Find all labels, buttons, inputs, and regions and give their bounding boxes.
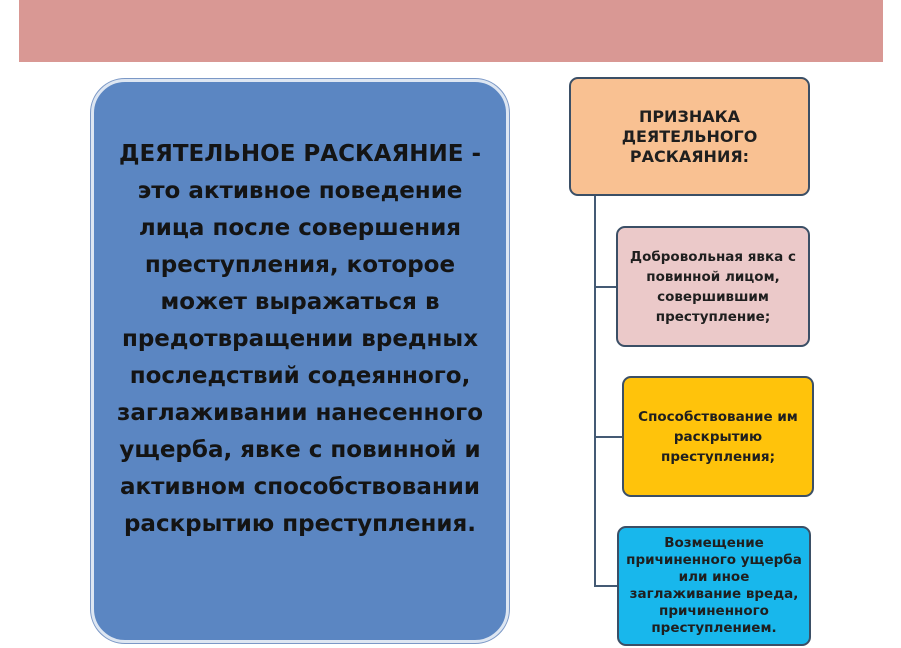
sign-node-assisting-disclosure [622, 376, 814, 497]
sign-node-voluntary-surrender [616, 226, 810, 347]
sign-node-label: Способствование им раскрытию преступления; [638, 408, 798, 465]
definition-card [91, 79, 509, 643]
definition-term: ДЕЯТЕЛЬНОЕ РАСКАЯНИЕ - [118, 140, 482, 167]
signs-header-label: ПРИЗНАКА ДЕЯТЕЛЬНОГО РАСКАЯНИЯ: [621, 106, 758, 166]
signs-header-node [569, 77, 810, 196]
top-banner [19, 0, 883, 62]
connector-branch-1 [594, 286, 616, 288]
connector-branch-2 [594, 436, 622, 438]
sign-node-label: Возмещение причиненного ущерба или иное заглаживание вреда, причиненного преступлением. [626, 535, 802, 636]
connector-branch-3 [594, 585, 617, 587]
definition-text: это активное поведение лица после совершения преступления, которое может выражаться в предотвращении вредных последствий содеянного, заглаживании нанесенного ущерба, явке с повинной и активном способствовании раскрытию преступления. [116, 177, 483, 537]
sign-node-label: Добровольная явка с повинной лицом, совершившим преступление; [630, 248, 796, 325]
sign-node-compensation [617, 526, 811, 646]
connector-vertical-line [594, 196, 596, 586]
